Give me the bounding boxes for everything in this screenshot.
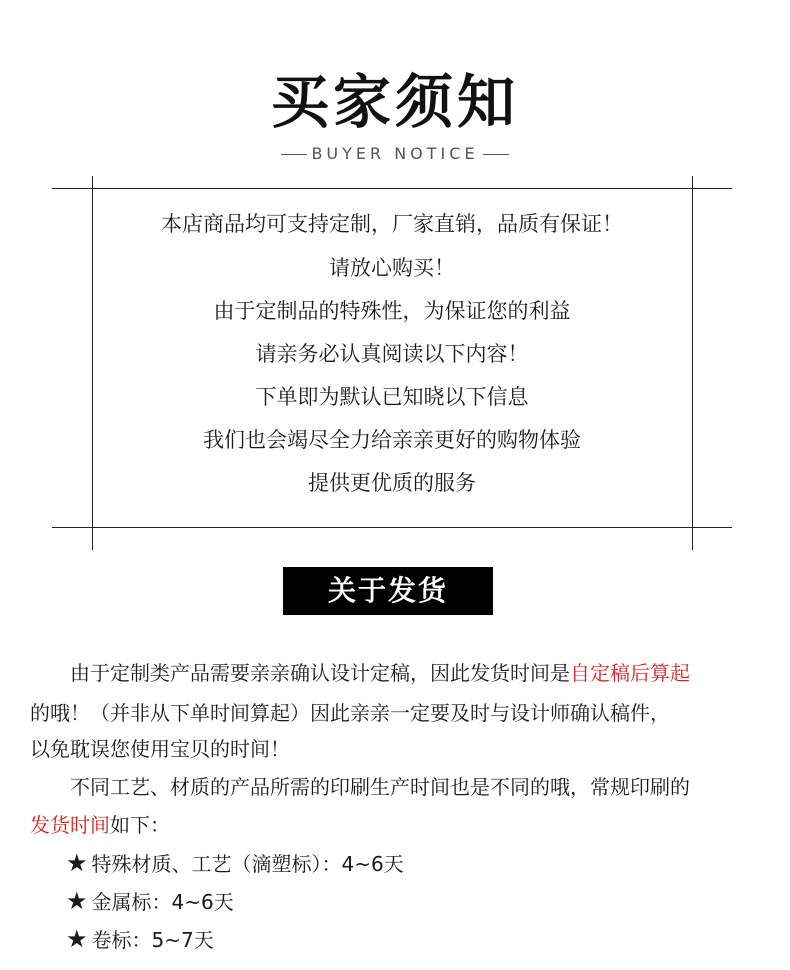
highlight-text: 自定稿后算起: [570, 661, 690, 685]
star-icon: ★: [66, 925, 88, 953]
delivery-item: [66, 844, 404, 883]
notice-line: 本店商品均可支持定制，厂家直销，品质有保证！: [161, 212, 623, 236]
page-subtitle: [0, 144, 790, 164]
subtitle-left-dash: [281, 154, 307, 155]
star-icon: ★: [66, 849, 88, 877]
delivery-item: [66, 920, 214, 959]
notice-line: 我们也会竭尽全力给亲亲更好的购物体验: [203, 428, 581, 452]
highlight-text: 发货时间: [30, 813, 110, 837]
paragraph-line: 的哦！（并非从下单时间算起）因此亲亲一定要及时与设计师确认稿件，: [30, 701, 670, 725]
page-title: 买家须知: [270, 68, 519, 136]
notice-line: 请亲务必认真阅读以下内容！: [255, 342, 529, 366]
paragraph-line: 不同工艺、材质的产品所需的印刷生产时间也是不同的哦，常规印刷的: [70, 775, 690, 799]
notice-right-rule: [692, 176, 693, 550]
paragraph-text: 由于定制类产品需要亲亲确认设计定稿，因此发货时间是: [70, 661, 570, 685]
notice-top-rule: [52, 188, 732, 189]
delivery-item-text: 特殊材质、工艺（滴塑标）：4~6天: [91, 852, 404, 876]
notice-bottom-rule: [52, 527, 732, 528]
notice-line: 提供更优质的服务: [308, 471, 476, 495]
notice-line: 请放心购买！: [329, 256, 455, 280]
delivery-item-text: 卷标：5~7天: [91, 928, 214, 952]
subtitle-right-dash: [483, 154, 509, 155]
paragraph-line: [30, 806, 770, 844]
paragraph-line: [30, 654, 790, 692]
subtitle-text: BUYER NOTICE: [311, 144, 479, 163]
delivery-item: [66, 882, 234, 921]
delivery-item-text: 金属标：4~6天: [91, 890, 234, 914]
paragraph-line: 以免耽误您使用宝贝的时间！: [30, 737, 290, 761]
section-title-shipping: 关于发货: [283, 567, 493, 615]
paragraph-text: 如下：: [110, 813, 170, 837]
star-icon: ★: [66, 887, 88, 915]
notice-line: 下单即为默认已知晓以下信息: [255, 385, 529, 409]
notice-line: 由于定制品的特殊性，为保证您的利益: [213, 299, 571, 323]
